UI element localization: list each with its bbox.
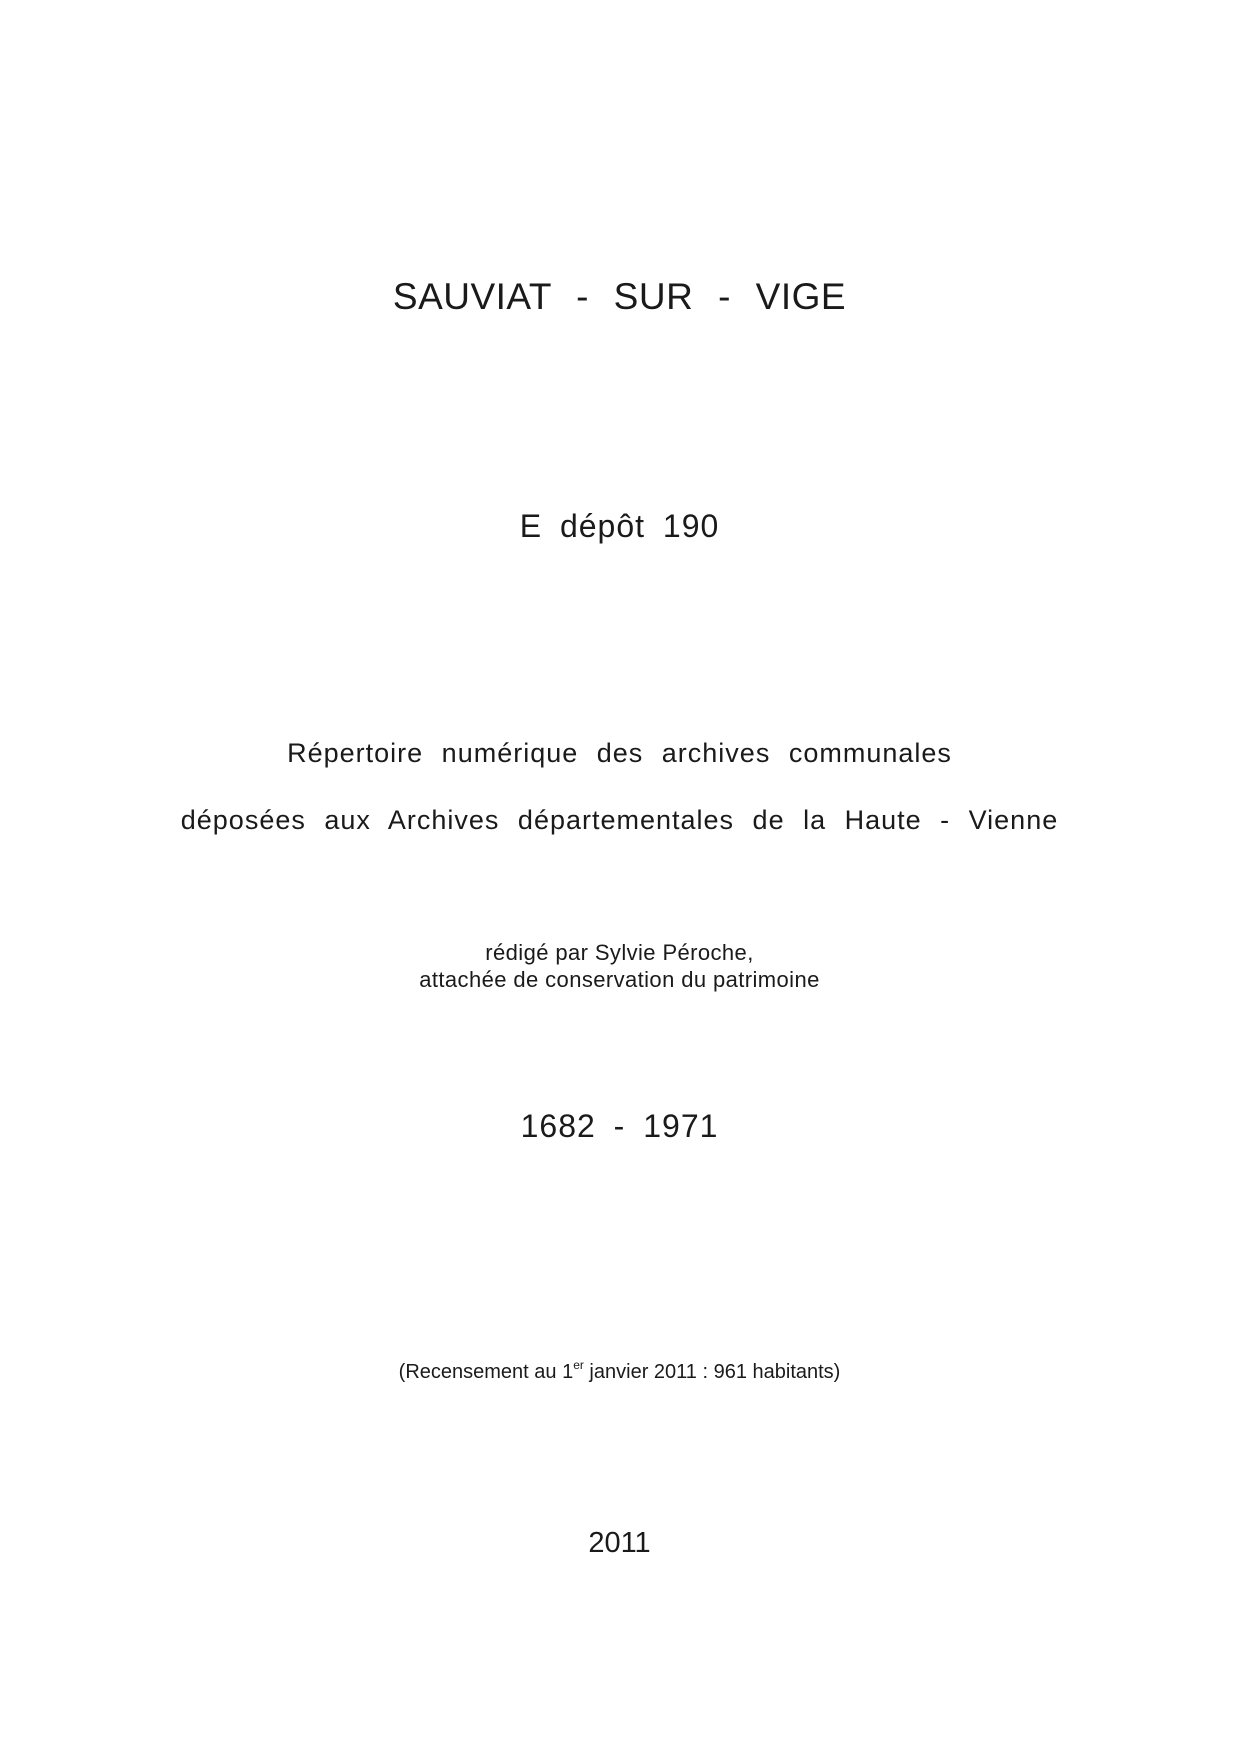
census-note	[0, 1358, 1239, 1383]
publication-year: 2011	[588, 1527, 651, 1559]
depot-reference: E dépôt 190	[519, 508, 720, 544]
census-prefix: (Recensement au 1	[398, 1361, 574, 1383]
date-range: 1682 - 1971	[520, 1108, 719, 1144]
description-line-2: déposées aux Archives départementales de la Haute - Vienne	[180, 805, 1059, 835]
census-superscript: er	[573, 1358, 584, 1372]
author-name: rédigé par Sylvie Péroche,	[485, 940, 754, 965]
description-line-1: Répertoire numérique des archives communales	[287, 738, 952, 768]
author-title: attachée de conservation du patrimoine	[419, 967, 820, 992]
commune-title: SAUVIAT - SUR - VIGE	[392, 276, 847, 317]
census-suffix: janvier 2011 : 961 habitants)	[583, 1361, 841, 1383]
